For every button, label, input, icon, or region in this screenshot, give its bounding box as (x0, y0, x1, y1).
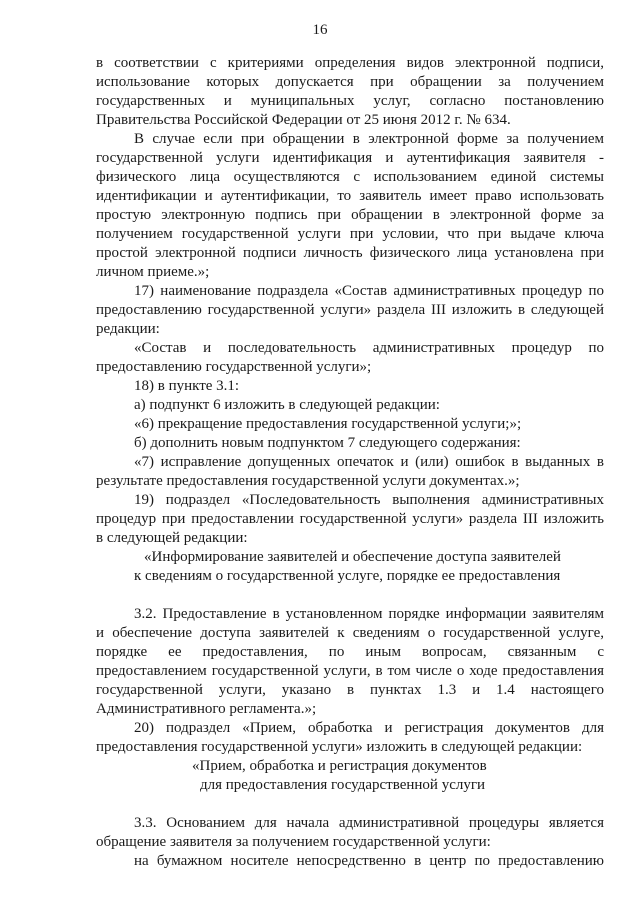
text-line: использование которых допускается при обращении за получением (96, 74, 604, 90)
text-line: государственной услуги идентификация и аутентификация заявителя - (96, 150, 604, 166)
text-line: простой электронной подписи личность физического лица установлена при (96, 245, 604, 261)
text-line: личном приеме.»; (96, 264, 210, 280)
text-line: физического лица осуществляются с использованием единой системы (96, 169, 604, 185)
text-line: «7) исправление допущенных опечаток и (или) ошибок в выданных в (134, 454, 604, 470)
text-line: Административного регламента.»; (96, 701, 317, 717)
text-line: для предоставления государственной услуги (200, 777, 486, 793)
text-line: «6) прекращение предоставления государственной услуги;»; (134, 416, 522, 432)
text-line: простую электронную подпись при обращении в электронной форме за (96, 207, 604, 223)
page-number: 16 (312, 22, 328, 38)
text-line: процедур при предоставлении государственной услуги» раздела III изложить (96, 511, 604, 527)
text-line: в соответствии с критериями определения видов электронной подписи, (96, 55, 604, 71)
text-line: предоставлению государственной услуги»; (96, 359, 372, 375)
text-line: идентификации и аутентификации, то заявитель имеет право использовать (96, 188, 604, 204)
text-line: 19) подраздел «Последовательность выполнения административных (134, 492, 604, 508)
text-line: «Прием, обработка и регистрация документов (192, 758, 487, 774)
text-line: государственных и муниципальных услуг, согласно постановлению (96, 93, 604, 109)
text-line: редакции: (96, 321, 160, 337)
text-line: предоставлению государственной услуги» раздела III изложить в следующей (96, 302, 604, 318)
text-line: б) дополнить новым подпунктом 7 следующего содержания: (134, 435, 521, 451)
text-line: «Информирование заявителей и обеспечение доступа заявителей (144, 549, 561, 565)
text-line: предоставлением государственной услуги, в том числе о ходе предоставления (96, 663, 604, 679)
text-line: в следующей редакции: (96, 530, 248, 546)
text-line: 3.3. Основанием для начала административной процедуры является (134, 815, 604, 831)
text-line: «Состав и последовательность административных процедур по (134, 340, 604, 356)
text-line: В случае если при обращении в электронной форме за получением (134, 131, 604, 147)
text-line: получением государственной услуги при условии, что при выдаче ключа (96, 226, 604, 242)
text-line: 17) наименование подраздела «Состав административных процедур по (134, 283, 604, 299)
text-line: государственной услуги, указано в пунктах 1.3 и 1.4 настоящего (96, 682, 604, 698)
text-line: порядке ее предоставления, по иным вопросам, связанным с (96, 644, 604, 660)
text-line: а) подпункт 6 изложить в следующей редакции: (134, 397, 440, 413)
text-line: предоставления государственной услуги» изложить в следующей редакции: (96, 739, 583, 755)
text-line: 18) в пункте 3.1: (134, 378, 240, 394)
text-line: Правительства Российской Федерации от 25 июня 2012 г. № 634. (96, 112, 511, 128)
text-line: на бумажном носителе непосредственно в центр по предоставлению (134, 853, 604, 869)
text-line: 3.2. Предоставление в установленном порядке информации заявителям (134, 606, 604, 622)
text-line: обращение заявителя за получением государственной услуги: (96, 834, 491, 850)
text-line: результате предоставления государственной услуги документах.»; (96, 473, 520, 489)
text-line: и обеспечение доступа заявителей к сведениям о государственной услуге, (96, 625, 604, 641)
text-line: 20) подраздел «Прием, обработка и регистрация документов для (134, 720, 604, 736)
text-line: к сведениям о государственной услуге, порядке ее предоставления (134, 568, 561, 584)
